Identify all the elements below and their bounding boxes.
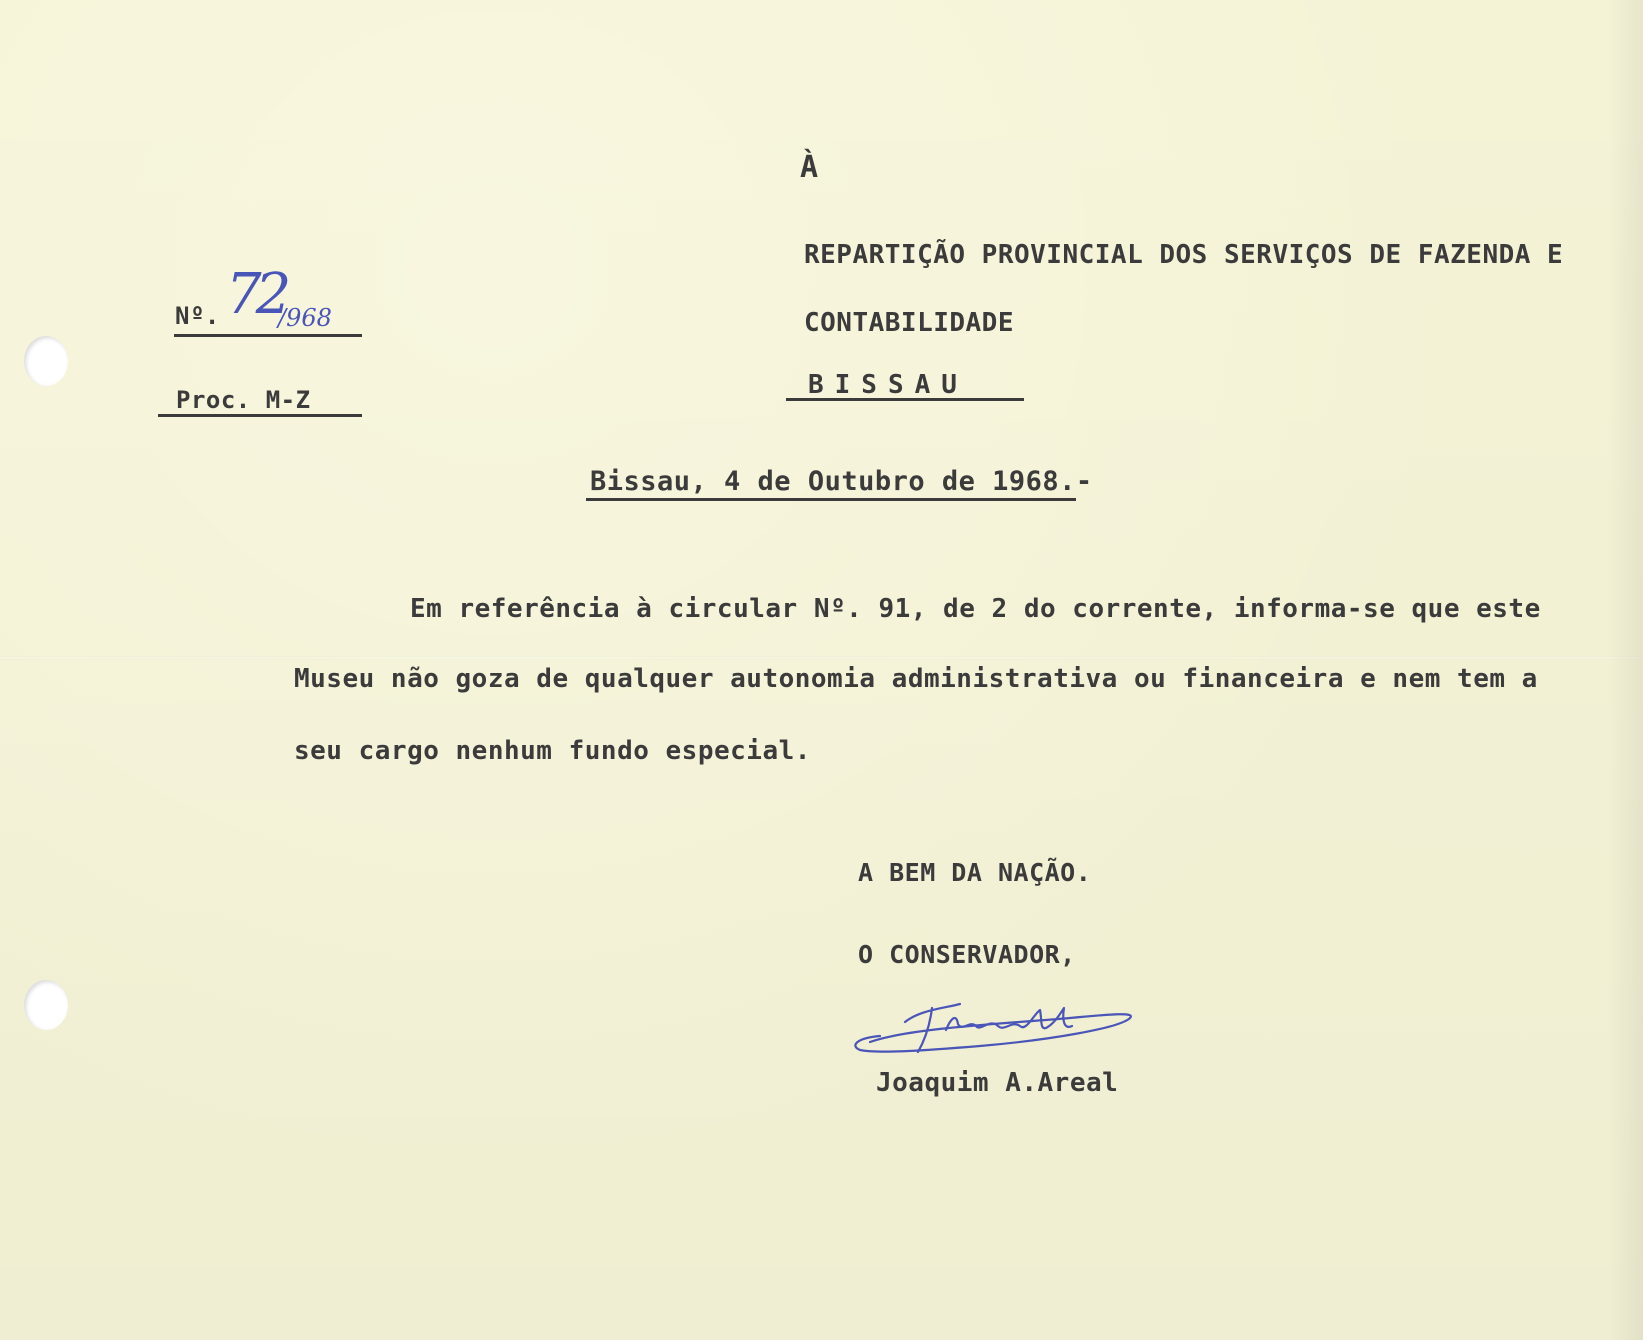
letter-date: Bissau, 4 de Outubro de 1968.-: [590, 466, 1093, 497]
addressee-city: BISSAU: [808, 370, 968, 400]
reference-underline: [174, 334, 362, 337]
process-code: Proc. M-Z: [176, 386, 311, 414]
date-underline: [586, 498, 1076, 501]
addressee-city-underline: [786, 398, 1024, 401]
reference-number-handwritten: 72: [226, 262, 286, 327]
body-line-3: seu cargo nenhum fundo especial.: [294, 736, 811, 766]
punch-hole-bottom: [24, 980, 68, 1030]
signatory-role: O CONSERVADOR,: [858, 940, 1076, 969]
salutation: À: [800, 150, 819, 185]
paper-fold: [0, 656, 1643, 660]
addressee-line-1: REPARTIÇÃO PROVINCIAL DOS SERVIÇOS DE FAZENDA E: [804, 240, 1564, 270]
closing-formula: A BEM DA NAÇÃO.: [858, 858, 1092, 887]
process-underline: [158, 414, 362, 417]
paper-edge-shadow: [1607, 0, 1643, 1340]
signature-stroke-flourish: [855, 1014, 1131, 1051]
reference-year: /968: [278, 304, 332, 332]
handwritten-signature: [850, 980, 1140, 1080]
addressee-line-2: CONTABILIDADE: [804, 308, 1014, 338]
body-line-1: Em referência à circular Nº. 91, de 2 do corrente, informa-se que este: [410, 594, 1541, 624]
reference-label: Nº.: [175, 302, 220, 330]
body-line-2: Museu não goza de qualquer autonomia administrativa ou financeira e nem tem a: [294, 664, 1538, 694]
signatory-name: Joaquim A.Areal: [876, 1068, 1119, 1098]
punch-hole-top: [24, 336, 68, 386]
